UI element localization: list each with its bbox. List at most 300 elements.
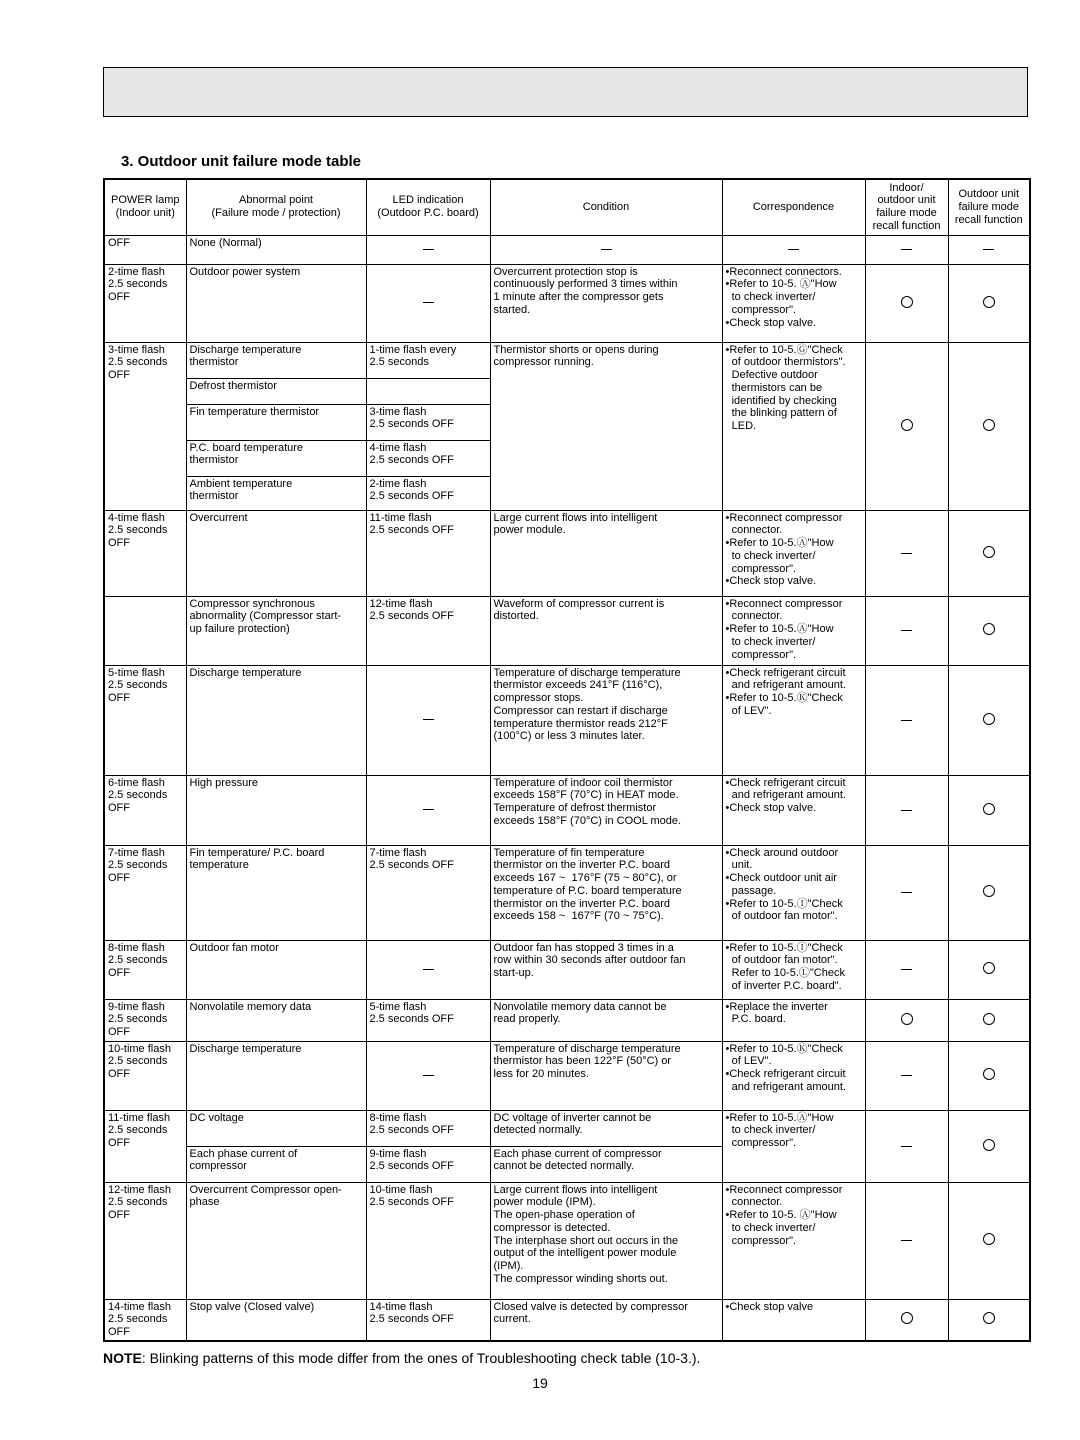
text-line: 2.5 seconds: [108, 1196, 168, 1209]
header-line: Outdoor unit: [958, 188, 1020, 201]
outdoor-recall-cell: [948, 1110, 1030, 1182]
text-line: 4-time flash: [108, 511, 165, 524]
text-line: 2.5 seconds: [108, 278, 168, 291]
power-lamp-cell: [104, 1182, 186, 1299]
text-line: Outdoor fan has stopped 3 times in a: [493, 941, 674, 954]
circle-mark-icon: [983, 623, 995, 635]
text-line: temperature thermistor reads 212°F: [493, 717, 668, 730]
header-line: Indoor/: [889, 181, 924, 194]
outdoor-recall-cell: [948, 342, 1030, 510]
text-line: to check inverter/: [725, 291, 816, 304]
table-row: [104, 1182, 1030, 1299]
text-line: Discharge temperature: [189, 343, 302, 356]
abnormal-point-cell: [186, 1299, 366, 1341]
text-line: OFF: [108, 369, 130, 382]
table-row: [104, 1041, 1030, 1110]
text-line: •Reconnect compressor: [725, 1183, 843, 1196]
text-line: thermistor exceeds 241°F (116°C),: [493, 679, 663, 692]
text-line: 2.5 seconds: [108, 1313, 168, 1326]
text-line: •Check refrigerant circuit: [725, 1068, 846, 1081]
header-power-lamp: [104, 179, 186, 235]
text-line: Overcurrent protection stop is: [493, 265, 638, 278]
text-line: 2.5 seconds: [108, 859, 168, 872]
text-line: 2.5 seconds OFF: [369, 524, 454, 537]
outdoor-recall-cell: [948, 1041, 1030, 1110]
led-indication-cell: [366, 342, 490, 378]
dash-mark-icon: [423, 809, 434, 810]
text-line: Temperature of defrost thermistor: [493, 802, 657, 815]
table-row: [104, 940, 1030, 999]
text-line: 5-time flash: [108, 666, 165, 679]
led-indication-cell: [366, 940, 490, 999]
text-line: DC voltage: [189, 1111, 244, 1124]
correspondence-cell: [722, 845, 865, 940]
text-line: thermistor: [189, 454, 239, 467]
text-line: •Refer to 10-5. Ⓐ"How: [725, 278, 837, 291]
dash-mark-icon: [901, 1240, 912, 1241]
dash-mark-icon: [901, 810, 912, 811]
led-indication-cell: [366, 476, 490, 510]
text-line: output of the intelligent power module: [493, 1247, 677, 1260]
text-line: Ambient temperature: [189, 477, 293, 490]
header-line: failure mode: [958, 200, 1020, 213]
header-line: POWER lamp: [111, 194, 180, 207]
text-line: Each phase current of: [189, 1147, 298, 1160]
table-row: [104, 665, 1030, 775]
outdoor-recall-cell: [948, 940, 1030, 999]
text-line: OFF: [108, 537, 130, 550]
text-line: power module.: [493, 524, 566, 537]
header-abnormal-point: [186, 179, 366, 235]
text-line: 11-time flash: [108, 1111, 171, 1124]
led-indication-cell: [366, 1041, 490, 1110]
abnormal-point-cell: [186, 378, 366, 404]
text-line: •Refer to 10-5.Ⓐ"How: [725, 623, 834, 636]
text-line: 14-time flash: [108, 1300, 171, 1313]
table-row: [104, 342, 1030, 378]
table-row: [104, 999, 1030, 1041]
text-line: Overcurrent Compressor open-: [189, 1183, 342, 1196]
text-line: 2.5 seconds OFF: [369, 1013, 454, 1026]
led-indication-cell: [366, 999, 490, 1041]
text-line: 2.5 seconds: [108, 1013, 168, 1026]
text-line: •Refer to 10-5. Ⓐ"How: [725, 1209, 837, 1222]
text-line: 9-time flash: [369, 1147, 427, 1160]
text-line: 10-time flash: [369, 1183, 433, 1196]
led-indication-cell: [366, 845, 490, 940]
text-line: to check inverter/: [725, 1221, 816, 1234]
text-line: 2.5 seconds: [108, 954, 168, 967]
text-line: •Refer to 10-5.Ⓚ"Check: [725, 1042, 843, 1055]
indoor-recall-cell: [865, 999, 948, 1041]
condition-cell: [490, 1299, 722, 1341]
power-lamp-cell: [104, 940, 186, 999]
outdoor-recall-cell: [948, 775, 1030, 845]
text-line: 2.5 seconds: [108, 679, 168, 692]
text-line: Outdoor power system: [189, 265, 301, 278]
text-line: cannot be detected normally.: [493, 1160, 634, 1173]
text-line: Defective outdoor: [725, 369, 818, 382]
led-indication-cell: [366, 378, 490, 404]
abnormal-point-cell: [186, 264, 366, 342]
text-line: and refrigerant amount.: [725, 1080, 846, 1093]
dash-mark-icon: [788, 249, 799, 250]
text-line: Discharge temperature: [189, 1042, 302, 1055]
header-outdoor-recall: [948, 179, 1030, 235]
header-line: recall function: [872, 220, 941, 233]
table-row: [104, 1299, 1030, 1341]
header-led-indication: [366, 179, 490, 235]
outdoor-recall-cell: [948, 510, 1030, 596]
text-line: 2.5 seconds OFF: [369, 610, 454, 623]
dash-mark-icon: [423, 969, 434, 970]
text-line: less for 20 minutes.: [493, 1068, 589, 1081]
condition-cell: [490, 1182, 722, 1299]
power-lamp-cell: [104, 235, 186, 264]
header-correspondence: [722, 179, 865, 235]
text-line: of LEV".: [725, 1055, 772, 1068]
abnormal-point-cell: [186, 665, 366, 775]
text-line: thermistor: [189, 356, 239, 369]
correspondence-cell: [722, 1110, 865, 1182]
text-line: unit.: [725, 859, 753, 872]
text-line: Temperature of fin temperature: [493, 846, 645, 859]
dash-mark-icon: [601, 249, 612, 250]
text-line: 7-time flash: [108, 846, 165, 859]
text-line: and refrigerant amount.: [725, 679, 846, 692]
indoor-recall-cell: [865, 665, 948, 775]
circle-mark-icon: [983, 419, 995, 431]
text-line: start-up.: [493, 967, 534, 980]
dash-mark-icon: [423, 302, 434, 303]
text-line: •Check refrigerant circuit: [725, 666, 846, 679]
table-body: [104, 235, 1030, 1341]
header-indoor-recall: [865, 179, 948, 235]
table-row: [104, 845, 1030, 940]
text-line: •Refer to 10-5.Ⓚ"Check: [725, 692, 843, 705]
outdoor-recall-cell: [948, 845, 1030, 940]
abnormal-point-cell: [186, 476, 366, 510]
text-line: •Check refrigerant circuit: [725, 776, 846, 789]
text-line: connector.: [725, 610, 783, 623]
condition-cell: [490, 1146, 722, 1182]
circle-mark-icon: [983, 1233, 995, 1245]
text-line: OFF: [108, 802, 130, 815]
outdoor-recall-cell: [948, 1299, 1030, 1341]
abnormal-point-cell: [186, 342, 366, 378]
power-lamp-cell: [104, 264, 186, 342]
led-indication-cell: [366, 264, 490, 342]
dash-mark-icon: [901, 969, 912, 970]
header-line: (Indoor unit): [115, 207, 175, 220]
text-line: Refer to 10-5.Ⓛ"Check: [725, 967, 845, 980]
condition-cell: [490, 235, 722, 264]
text-line: 2.5 seconds OFF: [369, 418, 454, 431]
circle-mark-icon: [901, 1013, 913, 1025]
text-line: (100°C) or less 3 minutes later.: [493, 730, 645, 743]
text-line: •Check around outdoor: [725, 846, 839, 859]
condition-cell: [490, 845, 722, 940]
led-indication-cell: [366, 235, 490, 264]
text-line: Defrost thermistor: [189, 379, 277, 392]
text-line: •Reconnect compressor: [725, 511, 843, 524]
text-line: High pressure: [189, 776, 258, 789]
text-line: temperature: [189, 859, 249, 872]
text-line: compressor stops.: [493, 692, 584, 705]
text-line: •Check stop valve: [725, 1300, 814, 1313]
text-line: •Refer to 10-5.Ⓘ"Check: [725, 941, 843, 954]
correspondence-cell: [722, 342, 865, 510]
outdoor-recall-cell: [948, 1182, 1030, 1299]
text-line: thermistor on the inverter P.C. board: [493, 859, 670, 872]
indoor-recall-cell: [865, 264, 948, 342]
text-line: 2.5 seconds OFF: [369, 1124, 454, 1137]
text-line: •Reconnect compressor: [725, 597, 843, 610]
text-line: Compressor synchronous: [189, 597, 315, 610]
power-lamp-cell: [104, 845, 186, 940]
text-line: 14-time flash: [369, 1300, 433, 1313]
correspondence-cell: [722, 264, 865, 342]
text-line: up failure protection): [189, 623, 290, 636]
text-line: •Check stop valve.: [725, 802, 817, 815]
section-title: 3. Outdoor unit failure mode table: [121, 153, 362, 170]
text-line: 4-time flash: [369, 441, 427, 454]
text-line: 8-time flash: [108, 941, 165, 954]
power-lamp-cell: [104, 1299, 186, 1341]
condition-cell: [490, 510, 722, 596]
text-line: DC voltage of inverter cannot be: [493, 1111, 652, 1124]
abnormal-point-cell: [186, 775, 366, 845]
text-line: •Reconnect connectors.: [725, 265, 842, 278]
correspondence-cell: [722, 1041, 865, 1110]
text-line: passage.: [725, 884, 777, 897]
correspondence-cell: [722, 940, 865, 999]
text-line: compressor is detected.: [493, 1221, 611, 1234]
text-line: •Refer to 10-5.Ⓐ"How: [725, 537, 834, 550]
text-line: (IPM).: [493, 1260, 524, 1273]
text-line: LED.: [725, 420, 757, 433]
text-line: Stop valve (Closed valve): [189, 1300, 315, 1313]
circle-mark-icon: [983, 713, 995, 725]
text-line: 3-time flash: [369, 405, 427, 418]
text-line: compressor: [189, 1160, 247, 1173]
text-line: 1-time flash every: [369, 343, 457, 356]
power-lamp-cell: [104, 775, 186, 845]
text-line: OFF: [108, 692, 130, 705]
text-line: phase: [189, 1196, 220, 1209]
note-label: NOTE: [103, 1350, 142, 1366]
outdoor-recall-cell: [948, 235, 1030, 264]
indoor-recall-cell: [865, 596, 948, 665]
led-indication-cell: [366, 596, 490, 665]
text-line: exceeds 167 ~ 176°F (75 ~ 80°C), or: [493, 872, 677, 885]
text-line: OFF: [108, 1326, 130, 1339]
power-lamp-cell: [104, 999, 186, 1041]
text-line: The compressor winding shorts out.: [493, 1273, 668, 1286]
note-text: : Blinking patterns of this mode differ from the ones of Troubleshooting check table (10-3.).: [141, 1350, 701, 1366]
indoor-recall-cell: [865, 845, 948, 940]
text-line: 12-time flash: [369, 597, 433, 610]
text-line: 2.5 seconds: [108, 789, 168, 802]
text-line: 2.5 seconds: [108, 356, 168, 369]
text-line: Large current flows into intelligent: [493, 511, 658, 524]
text-line: abnormality (Compressor start-: [189, 610, 342, 623]
header-condition: [490, 179, 722, 235]
text-line: The interphase short out occurs in the: [493, 1234, 679, 1247]
power-lamp-cell: [104, 1041, 186, 1110]
circle-mark-icon: [901, 419, 913, 431]
text-line: Overcurrent: [189, 511, 248, 524]
text-line: •Check outdoor unit air: [725, 872, 837, 885]
text-line: 3-time flash: [108, 343, 165, 356]
text-line: connector.: [725, 1196, 783, 1209]
text-line: compressor running.: [493, 356, 594, 369]
dash-mark-icon: [901, 1146, 912, 1147]
text-line: 2.5 seconds: [108, 1124, 168, 1137]
text-line: thermistor: [189, 490, 239, 503]
text-line: •Check stop valve.: [725, 575, 817, 588]
text-line: •Check stop valve.: [725, 316, 817, 329]
text-line: 2.5 seconds: [369, 356, 429, 369]
correspondence-cell: [722, 1299, 865, 1341]
outdoor-recall-cell: [948, 264, 1030, 342]
text-line: 2.5 seconds OFF: [369, 490, 454, 503]
text-line: OFF: [108, 872, 130, 885]
led-indication-cell: [366, 1182, 490, 1299]
text-line: Closed valve is detected by compressor: [493, 1300, 688, 1313]
text-line: Fin temperature thermistor: [189, 405, 320, 418]
dash-mark-icon: [901, 892, 912, 893]
condition-cell: [490, 342, 722, 510]
condition-cell: [490, 999, 722, 1041]
circle-mark-icon: [901, 296, 913, 308]
text-line: compressor".: [725, 648, 797, 661]
indoor-recall-cell: [865, 1041, 948, 1110]
text-line: of inverter P.C. board".: [725, 979, 842, 992]
note: [103, 1350, 700, 1366]
text-line: 5-time flash: [369, 1000, 427, 1013]
led-indication-cell: [366, 665, 490, 775]
abnormal-point-cell: [186, 510, 366, 596]
text-line: power module (IPM).: [493, 1196, 596, 1209]
table-row: [104, 235, 1030, 264]
dash-mark-icon: [901, 1075, 912, 1076]
text-line: •Refer to 10-5.Ⓖ"Check: [725, 343, 843, 356]
text-line: 2-time flash: [369, 477, 427, 490]
text-line: thermistor on the inverter P.C. board: [493, 897, 670, 910]
abnormal-point-cell: [186, 845, 366, 940]
header-line: failure mode: [876, 207, 937, 220]
dash-mark-icon: [983, 249, 994, 250]
text-line: Discharge temperature: [189, 666, 302, 679]
circle-mark-icon: [983, 885, 995, 897]
indoor-recall-cell: [865, 1110, 948, 1182]
table-header-row: [104, 179, 1030, 235]
indoor-recall-cell: [865, 940, 948, 999]
indoor-recall-cell: [865, 775, 948, 845]
led-indication-cell: [366, 1146, 490, 1182]
led-indication-cell: [366, 775, 490, 845]
text-line: 11-time flash: [369, 511, 432, 524]
page-number: 19: [532, 1375, 548, 1391]
table-row: [104, 775, 1030, 845]
dash-mark-icon: [423, 1075, 434, 1076]
circle-mark-icon: [983, 1139, 995, 1151]
text-line: Temperature of indoor coil thermistor: [493, 776, 673, 789]
abnormal-point-cell: [186, 940, 366, 999]
dash-mark-icon: [423, 719, 434, 720]
power-lamp-cell: [104, 1110, 186, 1182]
text-line: 2.5 seconds OFF: [369, 454, 454, 467]
abnormal-point-cell: [186, 235, 366, 264]
header-line: LED indication: [392, 194, 464, 207]
text-line: 2.5 seconds OFF: [369, 1313, 454, 1326]
outdoor-recall-cell: [948, 665, 1030, 775]
text-line: P.C. board.: [725, 1013, 786, 1026]
header-line: recall function: [954, 213, 1023, 226]
outdoor-recall-cell: [948, 596, 1030, 665]
circle-mark-icon: [983, 296, 995, 308]
text-line: •Refer to 10-5.Ⓐ"How: [725, 1111, 834, 1124]
text-line: of LEV".: [725, 704, 772, 717]
condition-cell: [490, 775, 722, 845]
power-lamp-cell: [104, 510, 186, 596]
text-line: OFF: [108, 1068, 130, 1081]
text-line: Compressor can restart if discharge: [493, 704, 668, 717]
dash-mark-icon: [901, 553, 912, 554]
indoor-recall-cell: [865, 1299, 948, 1341]
text-line: 12-time flash: [108, 1183, 171, 1196]
condition-cell: [490, 596, 722, 665]
text-line: None (Normal): [189, 236, 262, 249]
text-line: Outdoor fan motor: [189, 941, 279, 954]
text-line: Waveform of compressor current is: [493, 597, 665, 610]
led-indication-cell: [366, 404, 490, 440]
header-line: (Failure mode / protection): [211, 207, 341, 220]
text-line: exceeds 158 ~ 167°F (70 ~ 75°C).: [493, 910, 664, 923]
text-line: 2.5 seconds OFF: [369, 859, 454, 872]
text-line: 6-time flash: [108, 776, 165, 789]
power-lamp-cell: [104, 596, 186, 665]
text-line: OFF: [108, 236, 130, 249]
text-line: 2.5 seconds: [108, 1055, 168, 1068]
header-line: (Outdoor P.C. board): [377, 207, 479, 220]
text-line: Temperature of discharge temperature: [493, 666, 681, 679]
text-line: 7-time flash: [369, 846, 427, 859]
text-line: exceeds 158°F (70°C) in HEAT mode.: [493, 789, 679, 802]
text-line: •Replace the inverter: [725, 1000, 828, 1013]
header-line: Correspondence: [752, 200, 835, 213]
header-banner: [103, 67, 1028, 117]
failure-mode-table: [103, 178, 1031, 1342]
text-line: Fin temperature/ P.C. board: [189, 846, 325, 859]
condition-cell: [490, 264, 722, 342]
text-line: exceeds 158°F (70°C) in COOL mode.: [493, 814, 682, 827]
dash-mark-icon: [901, 630, 912, 631]
text-line: Nonvolatile memory data: [189, 1000, 312, 1013]
indoor-recall-cell: [865, 1182, 948, 1299]
table-row: [104, 510, 1030, 596]
circle-mark-icon: [983, 1312, 995, 1324]
table-row: [104, 1110, 1030, 1146]
text-line: identified by checking: [725, 394, 837, 407]
text-line: to check inverter/: [725, 1124, 816, 1137]
led-indication-cell: [366, 510, 490, 596]
circle-mark-icon: [983, 803, 995, 815]
led-indication-cell: [366, 1299, 490, 1341]
abnormal-point-cell: [186, 1146, 366, 1182]
text-line: Each phase current of compressor: [493, 1147, 662, 1160]
